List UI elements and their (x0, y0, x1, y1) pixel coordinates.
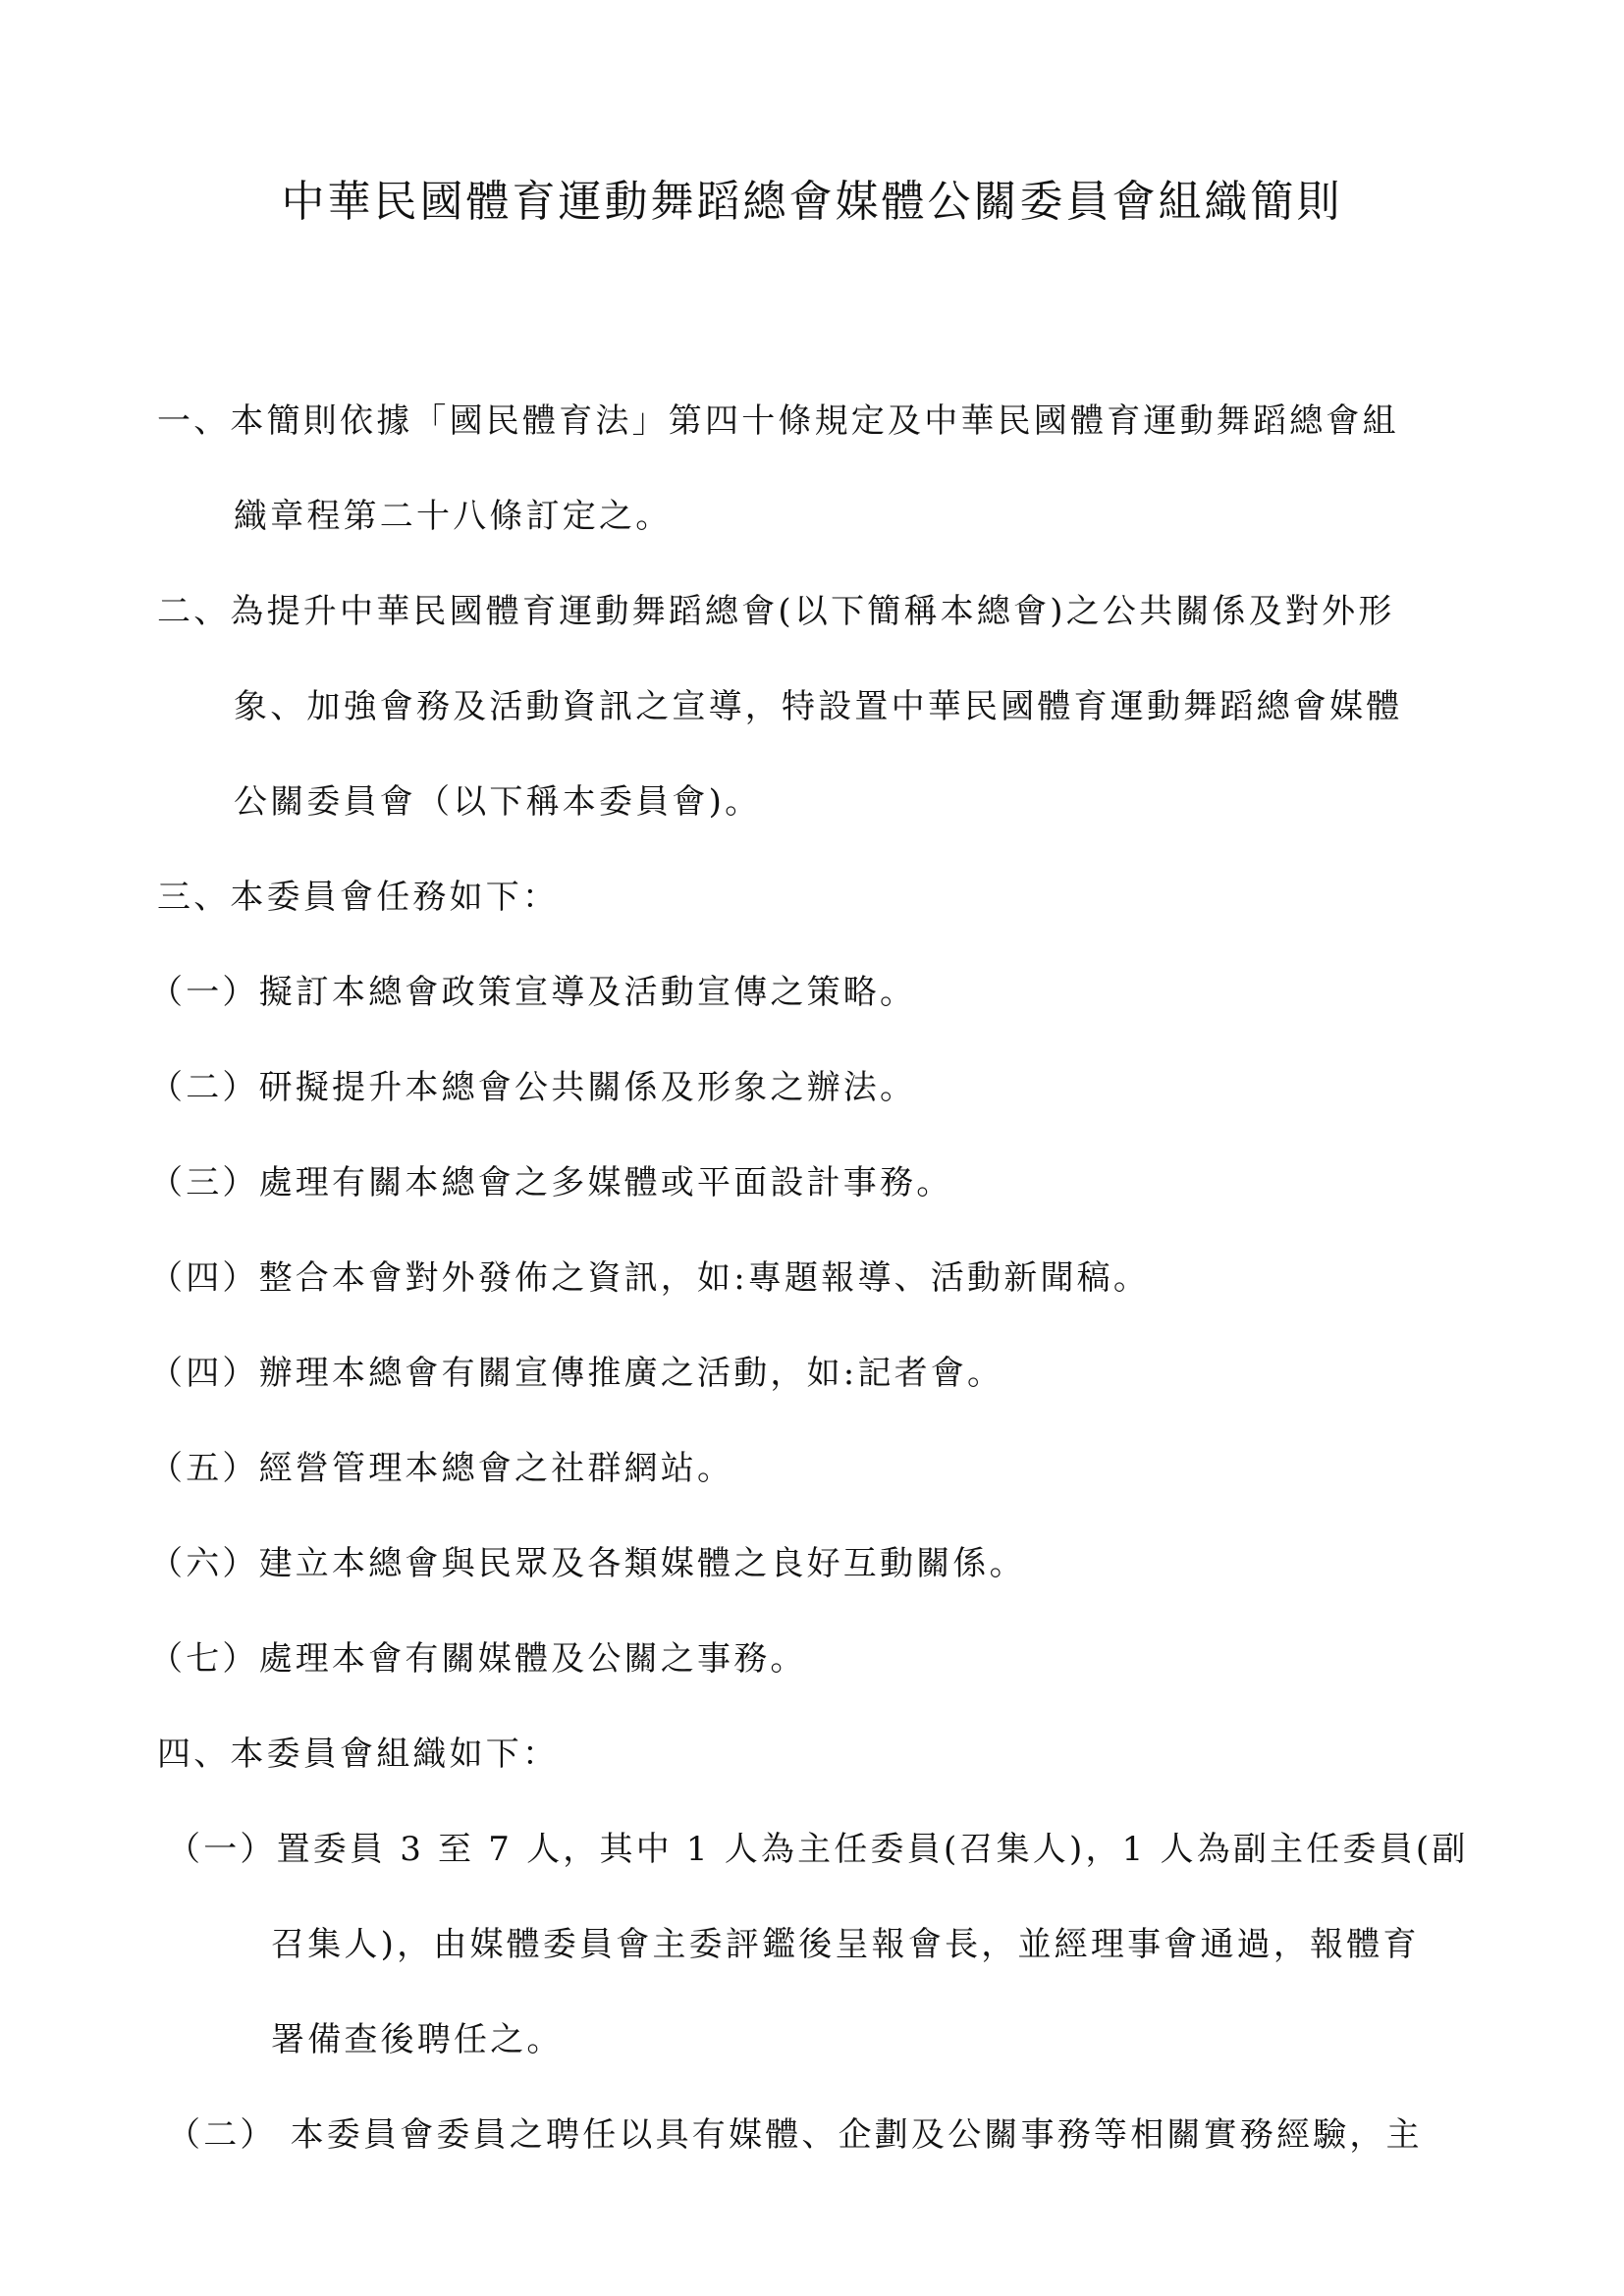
list-item: （七）處理本會有關媒體及公關之事務。 (149, 1639, 807, 1679)
list-item: （四）辦理本總會有關宣傳推廣之活動，如:記者會。 (149, 1354, 1004, 1393)
list-item: （四）整合本會對外發佈之資訊，如:專題報導、活動新聞稿。 (149, 1258, 1151, 1298)
list-item: （一）擬訂本總會政策宣導及活動宣傳之策略。 (149, 973, 917, 1012)
list-item: （三）處理有關本總會之多媒體或平面設計事務。 (149, 1163, 953, 1202)
paragraph-line: 象、加強會務及活動資訊之宣導，特設置中華民國體育運動舞蹈總會媒體 (234, 687, 1403, 726)
list-item: （六）建立本總會與民眾及各類媒體之良好互動關係。 (149, 1544, 1026, 1583)
list-item: （二）研擬提升本總會公共關係及形象之辦法。 (149, 1068, 917, 1107)
list-item: （二） 本委員會委員之聘任以具有媒體、企劃及公關事務等相關實務經驗，主 (167, 2115, 1423, 2155)
paragraph-line: 一、本簡則依據「國民體育法」第四十條規定及中華民國體育運動舞蹈總會組 (157, 401, 1399, 441)
list-item: （五）經營管理本總會之社群網站。 (149, 1449, 734, 1488)
paragraph-line: 公關委員會（以下稱本委員會)。 (234, 782, 762, 822)
paragraph-line: 三、本委員會任務如下： (157, 878, 560, 917)
paragraph-line: 召集人)，由媒體委員會主委評鑑後呈報會長，並經理事會通過，報體育 (271, 1925, 1420, 1964)
paragraph-line: 二、為提升中華民國體育運動舞蹈總會(以下簡稱本總會)之公共關係及對外形 (157, 592, 1395, 631)
paragraph-line: 四、本委員會組織如下： (157, 1735, 560, 1774)
document-title: 中華民國體育運動舞蹈總會媒體公關委員會組織簡則 (281, 177, 1343, 227)
paragraph-line: 署備查後聘任之。 (271, 2020, 564, 2059)
list-item: （一）置委員 3 至 7 人，其中 1 人為主任委員(召集人)，1 人為副主任委員(副 (167, 1830, 1469, 1869)
paragraph-line: 織章程第二十八條訂定之。 (234, 497, 673, 536)
